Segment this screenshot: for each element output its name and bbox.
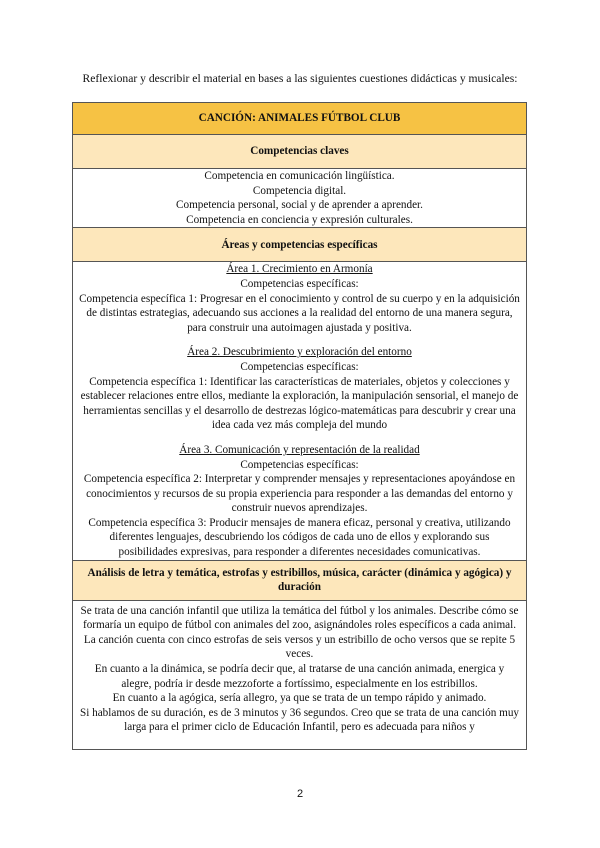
analisis-paragraph: En cuanto a la dinámica, se podría decir que, al tratarse de una canción animada, energica y alegre, podría ir desde mezzoforte a fortíssimo, especialmente en los estribillos. — [94, 663, 505, 690]
analisis-paragraph: Se trata de una canción infantil que utiliza la temática del fútbol y los animales. Describe cómo se formaría un equipo de fútbol con animales del zoo, asignándoles roles específicos a cada animal. — [80, 604, 519, 632]
area-subtitle: Competencias específicas: — [240, 277, 359, 290]
page-number: 2 — [296, 788, 304, 800]
competencia-item: Competencia en conciencia y expresión culturales. — [186, 213, 413, 226]
analisis-text — [79, 604, 520, 746]
competencias-cell — [73, 169, 527, 228]
analisis-paragraph: En cuanto a la agógica, sería allegro, ya que se trata de un tempo rápido y animado. — [112, 692, 487, 705]
area-competencia: Competencia específica 1: Identificar las características de materiales, objetos y colecciones y establecer relaciones entre ellos, mediante la exploración, la manipulación sensorial, el manejo de herramientas sencillas y el desarrollo de destrezas lógico-matemáticas para descubrir y crear una idea cada vez más compleja del mundo — [80, 375, 519, 432]
area-subtitle: Competencias específicas: — [240, 458, 359, 471]
areas-cell — [73, 262, 527, 560]
area-competencia: Competencia específica 3: Producir mensajes de manera eficaz, personal y creativa, utilizando diferentes lenguajes, descubriendo los códigos de cada uno de ellos y explorando sus posibilidades expresivas, para responder a diferentes necesidades comunicativas. — [88, 516, 511, 559]
song-title: CANCIÓN: ANIMALES FÚTBOL CLUB — [73, 103, 527, 135]
area-block — [79, 262, 520, 335]
song-analysis-table — [72, 102, 527, 750]
analisis-header: Análisis de letra y temática, estrofas y estribillos, música, carácter (dinámica y agógica) y duración — [73, 560, 527, 600]
area-title: Área 1. Crecimiento en Armonía — [226, 263, 373, 276]
competencias-header: Competencias claves — [73, 135, 527, 169]
analisis-paragraph: Si hablamos de su duración, es de 3 minutos y 36 segundos. Creo que se trata de una canción muy larga para el primer ciclo de Educación Infantil, pero es adecuada para niños y — [79, 706, 520, 734]
analisis-cell — [73, 600, 527, 749]
analisis-paragraph: La canción cuenta con cinco estrofas de seis versos y un estribillo de ocho versos que se repite 5 veces. — [83, 633, 516, 661]
area-title: Área 2. Descubrimiento y exploración del entorno — [187, 346, 412, 359]
area-block — [79, 443, 520, 560]
area-subtitle: Competencias específicas: — [240, 360, 359, 373]
area-block — [79, 345, 520, 433]
area-competencia: Competencia específica 1: Progresar en el conocimiento y control de su cuerpo y en la adquisición de distintas estrategias, adecuando sus acciones a la realidad del entorno de una manera segura, para construir una autoimagen ajustada y positiva. — [79, 292, 520, 334]
competencia-item: Competencia en comunicación lingüística. — [204, 170, 395, 182]
intro-text: Reflexionar y describir el material en bases a las siguientes cuestiones didácticas y musicales: — [82, 72, 518, 85]
area-competencia: Competencia específica 2: Interpretar y comprender mensajes y representaciones apoyándose en conocimientos y recursos de su propia experiencia para responder a las demandas del entorno y construir nuevos aprendizajes. — [83, 473, 516, 515]
area-title: Área 3. Comunicación y representación de la realidad — [179, 443, 420, 456]
competencia-item: Competencia digital. — [252, 184, 347, 197]
areas-header: Áreas y competencias específicas — [73, 228, 527, 262]
competencia-item: Competencia personal, social y de aprender a aprender. — [176, 199, 423, 212]
